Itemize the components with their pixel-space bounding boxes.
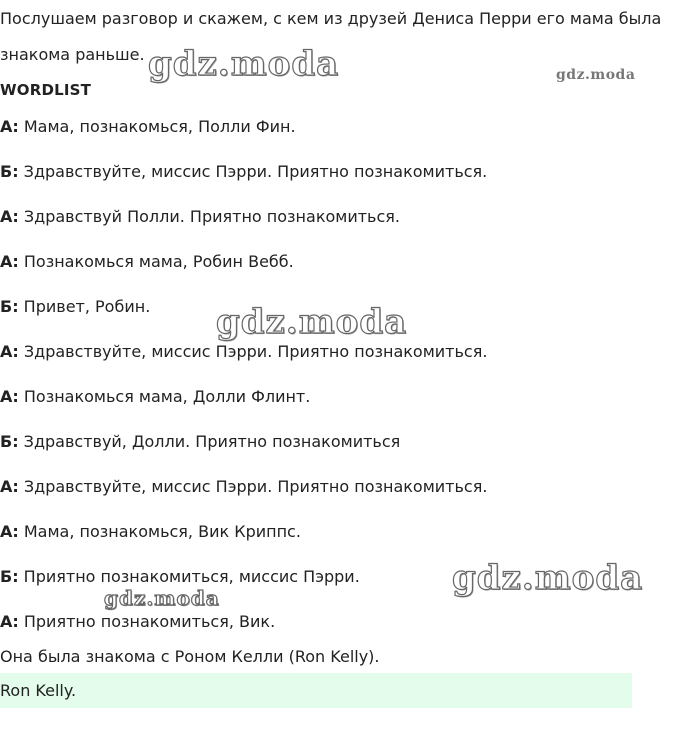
watermark-logo: gdz.moda: [216, 302, 408, 342]
speaker-label: А:: [0, 207, 19, 226]
dialogue-text: Привет, Робин.: [18, 297, 151, 316]
dialogue-line: [0, 522, 301, 542]
wordlist-heading: WORDLIST: [0, 81, 92, 99]
speaker-label: А:: [0, 522, 19, 541]
speaker-label: А:: [0, 117, 19, 136]
speaker-label: А:: [0, 477, 19, 496]
answer-text: Ron Kelly.: [0, 681, 77, 700]
watermark-logo: gdz.moda: [452, 558, 644, 598]
dialogue-text: Мама, познакомься, Полли Фин.: [18, 117, 296, 136]
dialogue-line: [0, 252, 294, 272]
dialogue-text: Здравствуй, Долли. Приятно познакомиться: [18, 432, 401, 451]
dialogue-line: [0, 297, 150, 317]
dialogue-text: Мама, познакомься, Вик Криппс.: [18, 522, 301, 541]
dialogue-line: [0, 207, 400, 227]
dialogue-text: Здравствуйте, миссис Пэрри. Приятно познакомиться.: [18, 162, 488, 181]
intro-line-2: знакома раньше.: [0, 45, 145, 64]
speaker-label: Б:: [0, 297, 19, 316]
dialogue-text: Познакомься мама, Долли Флинт.: [18, 387, 311, 406]
speaker-label: А:: [0, 252, 19, 271]
dialogue-line: [0, 117, 296, 137]
answer-box: [0, 673, 632, 708]
dialogue-line: [0, 432, 400, 452]
dialogue-text: Познакомься мама, Робин Вебб.: [18, 252, 294, 271]
dialogue-line: [0, 567, 360, 587]
speaker-label: А:: [0, 612, 19, 631]
dialogue-line: [0, 162, 487, 182]
dialogue-text: Приятно познакомиться, миссис Пэрри.: [18, 567, 360, 586]
dialogue-line: [0, 477, 487, 497]
speaker-label: Б:: [0, 162, 19, 181]
dialogue-text: Приятно познакомиться, Вик.: [18, 612, 276, 631]
dialogue-text: Здравствуйте, миссис Пэрри. Приятно познакомиться.: [18, 477, 488, 496]
speaker-label: Б:: [0, 432, 19, 451]
conclusion-text: Она была знакома с Роном Келли (Ron Kelly).: [0, 647, 380, 666]
speaker-label: Б:: [0, 567, 19, 586]
intro-line-1: Послушаем разговор и скажем, с кем из друзей Дениса Перри его мама была: [0, 9, 662, 28]
dialogue-line: [0, 387, 310, 407]
dialogue-text: Здравствуй Полли. Приятно познакомиться.: [18, 207, 400, 226]
speaker-label: А:: [0, 387, 19, 406]
dialogue-line: [0, 342, 487, 362]
watermark-logo: gdz.moda: [104, 586, 220, 610]
dialogue-text: Здравствуйте, миссис Пэрри. Приятно познакомиться.: [18, 342, 488, 361]
watermark-logo: gdz.moda: [148, 44, 340, 84]
watermark-logo: gdz.moda: [556, 67, 636, 83]
speaker-label: А:: [0, 342, 19, 361]
dialogue-line: [0, 612, 275, 632]
